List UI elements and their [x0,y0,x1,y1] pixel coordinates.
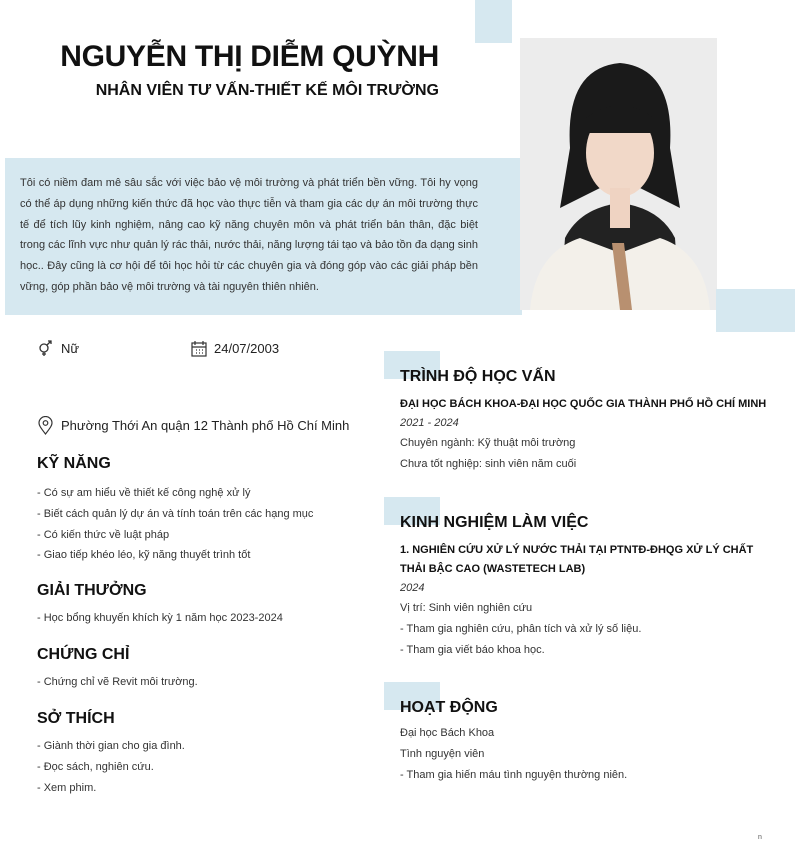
job-title: NHÂN VIÊN TƯ VẤN-THIẾT KẾ MÔI TRƯỜNG [95,82,439,99]
address-value: Phường Thới An quận 12 Thành phố Hồ Chí Minh [61,418,350,433]
education-heading: TRÌNH ĐỘ HỌC VẤN [400,368,556,385]
awards-heading: GIẢI THƯỞNG [37,582,147,599]
education-period: 2021 - 2024 [400,417,459,429]
hobbies-section [37,710,185,798]
experience-section [400,514,770,660]
award-item: - Học bổng khuyến khích kỳ 1 năm học 2023-2024 [37,612,283,624]
summary-box [5,158,522,315]
address-info [37,416,349,435]
skill-item: - Có kiến thức về luật pháp [37,528,170,541]
decor-square [716,289,795,332]
activity-org: Đại học Bách Khoa [400,727,495,739]
hobbies-heading: SỞ THÍCH [37,710,115,727]
calendar-icon [191,340,207,357]
certificates-section [37,646,198,693]
candidate-name: NGUYỄN THỊ DIỄM QUỲNH [60,40,439,73]
activities-heading: HOẠT ĐỘNG [400,699,498,716]
skills-section [37,455,367,566]
activities-section [400,699,770,785]
experience-heading: KINH NGHIỆM LÀM VIỆC [400,514,589,531]
gender-value: Nữ [61,341,80,356]
job-period: 2024 [400,582,425,594]
school-name: ĐẠI HỌC BÁCH KHOA-ĐẠI HỌC QUỐC GIA THÀNH PHỐ HỒ CHÍ MINH [400,398,767,410]
summary-text: Tôi có niềm đam mê sâu sắc với việc bảo vệ môi trường và phát triển bền vững. Tôi hy vọng có thể áp dụng những kiến thức đã học vào thực tiễn và tham gia các dự án môi trường thực tế để tích lũy kinh nghiệm, nâng cao kỹ năng chuyên môn và phát triển bản thân, đặc biệt trong các lĩnh vực như quản lý rác thải, nước thải, năng lượng tái tạo và bảo tồn đa dạng sinh học.. Đây cũng là cơ hội để tôi học hỏi từ các chuyên gia và đóng góp vào các giải pháp bền vững, góp phần bảo vệ môi trường và tài nguyên thiên nhiên. [20,177,478,293]
gender-icon [37,340,54,357]
location-pin-icon [37,416,54,435]
footer-mark: n [758,834,762,841]
certificate-item: - Chứng chỉ vẽ Revit môi trường. [37,676,198,688]
activity-role: Tình nguyện viên [400,747,485,760]
certificates-heading: CHỨNG CHỈ [37,646,130,663]
skill-item: - Biết cách quản lý dự án và tính toán trên các hạng mục [37,507,314,520]
hobby-item: - Giành thời gian cho gia đình. [37,740,185,752]
hobby-item: - Đọc sách, nghiên cứu. [37,760,154,773]
skill-item: - Có sự am hiểu về thiết kế công nghệ xử lý [37,487,251,499]
skills-heading: KỸ NĂNG [37,455,111,472]
education-section [400,368,770,475]
job-name: 1. NGHIÊN CỨU XỬ LÝ NƯỚC THẢI TẠI PTNTĐ-ĐHQG XỬ LÝ CHẤT THẢI BẬC CAO (WASTETECH LAB) [400,544,754,575]
profile-photo [520,38,717,310]
decor-square [475,0,512,43]
gender-info [37,340,79,357]
awards-section [37,582,283,629]
job-task: - Tham gia viết báo khoa học. [400,643,545,656]
job-task: - Tham gia nghiên cứu, phân tích và xử lý số liệu. [400,622,642,635]
birthdate-value: 24/07/2003 [214,341,280,356]
hobby-item: - Xem phim. [37,781,97,794]
birthdate-info [191,340,279,357]
education-major: Chuyên ngành: Kỹ thuật môi trường [400,437,576,449]
activity-item: - Tham gia hiến máu tình nguyện thường niên. [400,768,628,781]
job-position: Vị trí: Sinh viên nghiên cứu [400,602,533,614]
skill-item: - Giao tiếp khéo léo, kỹ năng thuyết trình tốt [37,549,251,562]
education-status: Chưa tốt nghiệp: sinh viên năm cuối [400,457,577,470]
